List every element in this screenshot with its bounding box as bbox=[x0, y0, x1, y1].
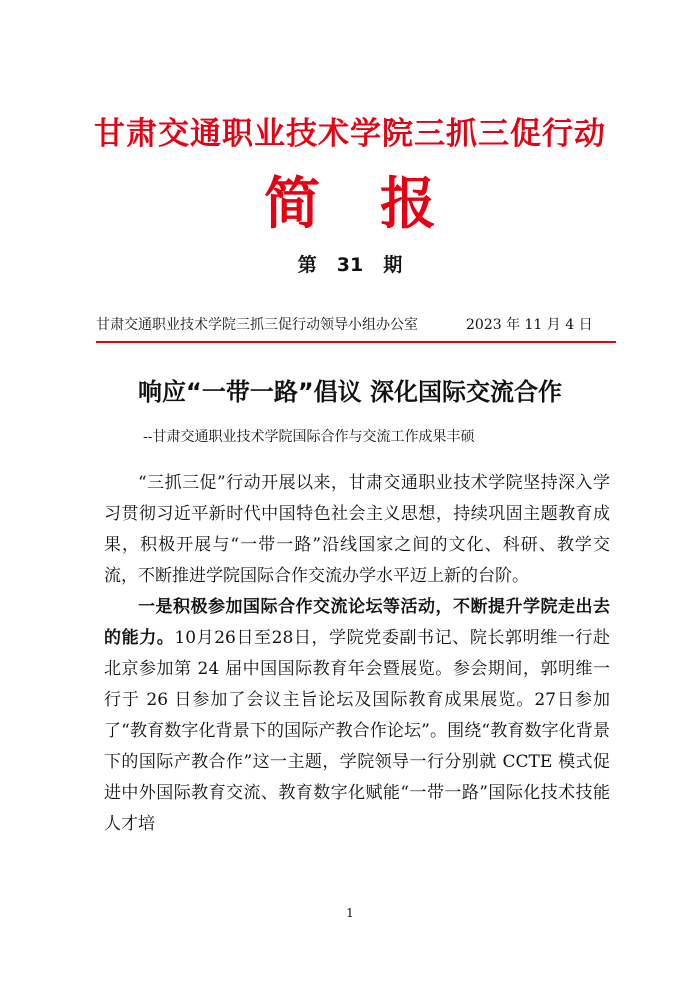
bulletin-title bbox=[0, 160, 700, 240]
paragraph-section-one bbox=[104, 592, 610, 840]
section-one-lead: 一是积极参加国际合作交流论坛等活动，不断提升学院走出去的能力。 bbox=[104, 597, 610, 648]
section-one-body: 10月26日至28日，学院党委副书记、院长郭明维一行赴北京参加第 24 届中国国际教育年会暨展览。参会期间，郭明维一行于 26 日参加了会议主旨论坛及国际教育成果展览。27日参加了“教育数字化背景下的国际产教合作论坛”。围绕“教育数字化背景下的国际产教合作”这一主题，学院领导一行分别就 CCTE 模式促进中外国际教育交流、教育数字化赋能“一带一路”国际化技术技能人才培 bbox=[104, 628, 610, 834]
paragraph-intro: “三抓三促”行动开展以来，甘肃交通职业技术学院坚持深入学习贯彻习近平新时代中国特色社会主义思想，持续巩固主题教育成果，积极开展与“一带一路”沿线国家之间的文化、科研、教学交流，不断推进学院国际合作交流办学水平迈上新的台阶。 bbox=[104, 473, 610, 586]
issue-number bbox=[0, 250, 700, 277]
article-body bbox=[104, 468, 610, 840]
issue-prefix: 第 bbox=[297, 254, 317, 276]
bulletin-title-char-2: 报 bbox=[380, 171, 436, 237]
article-title: 响应“一带一路”倡议 深化国际交流合作 bbox=[138, 378, 562, 406]
red-divider bbox=[96, 341, 616, 343]
issue-date: 2023 年 11 月 4 日 bbox=[466, 317, 593, 333]
issuer-line bbox=[96, 314, 616, 334]
masthead-title: 甘肃交通职业技术学院三抓三促行动 bbox=[94, 116, 606, 152]
article-subtitle: --甘肃交通职业技术学院国际合作与交流工作成果丰硕 bbox=[143, 429, 475, 445]
bulletin-title-char-1: 简 bbox=[264, 171, 320, 237]
issuing-office: 甘肃交通职业技术学院三抓三促行动领导小组办公室 bbox=[96, 317, 418, 333]
page-number: 1 bbox=[346, 906, 354, 920]
issue-value: 31 bbox=[336, 254, 364, 276]
issue-suffix: 期 bbox=[383, 254, 403, 276]
